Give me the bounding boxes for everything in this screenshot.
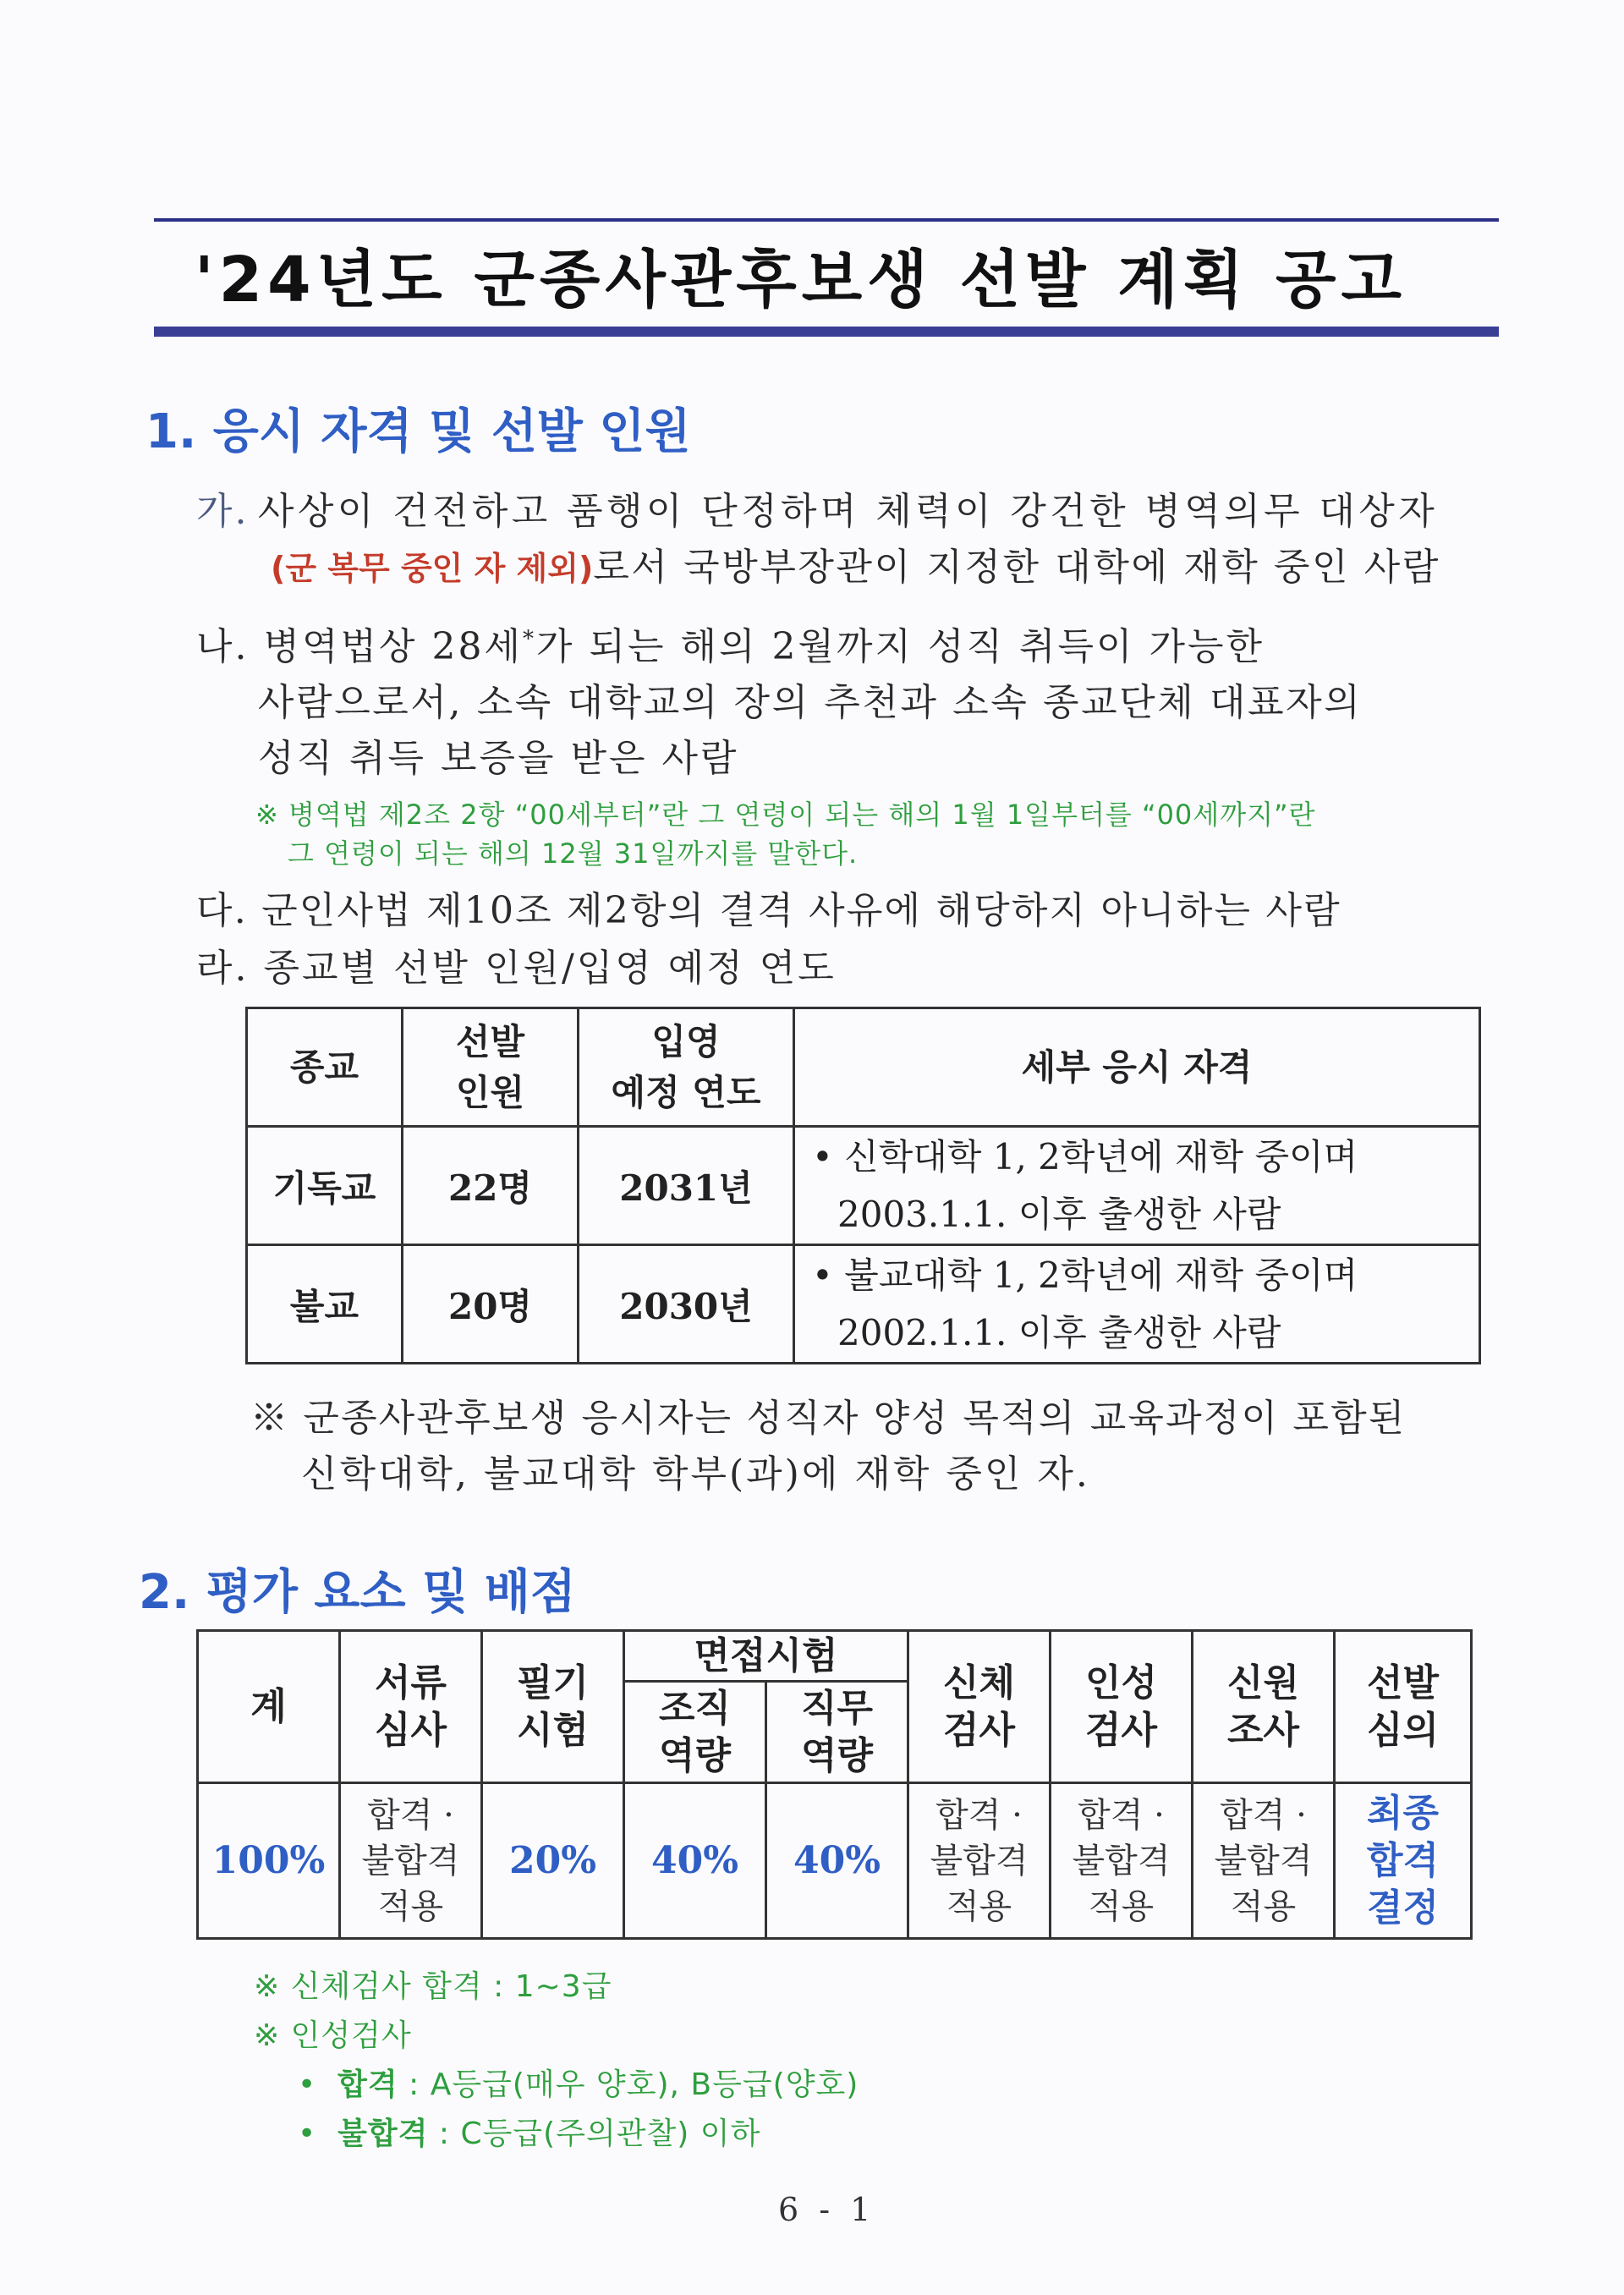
pf-1: 합격 ·	[1078, 1795, 1165, 1835]
religion-cell: 불교	[247, 1245, 403, 1364]
year-cell: 2030년	[579, 1245, 794, 1364]
item-ga-line2-text: 로서 국방부장관이 지정한 대학에 재학 중인 사람	[593, 546, 1440, 589]
pf-3: 적용	[377, 1886, 444, 1926]
selection-quota-table	[245, 1007, 1481, 1364]
col-org-competency	[624, 1682, 766, 1783]
col-selection	[1335, 1631, 1472, 1783]
fail-text: : C등급(주의관찰) 이하	[428, 2117, 761, 2151]
col-job-competency	[766, 1682, 908, 1783]
detail-line1: • 신학대학 1, 2학년에 재학 중이며	[812, 1135, 1358, 1178]
col-selection-2: 심의	[1367, 1708, 1440, 1752]
col-personality-2: 검사	[1085, 1708, 1158, 1752]
pf-1: 합격 ·	[1220, 1795, 1307, 1835]
religion-cell: 기독교	[247, 1127, 403, 1245]
col-job-1: 직무	[801, 1686, 874, 1730]
pf-2: 불합격	[1072, 1841, 1171, 1880]
detail-line2: 2002.1.1. 이후 출생한 사람	[837, 1311, 1281, 1353]
value-selection	[1335, 1783, 1472, 1939]
pass-label: 합격	[337, 2067, 398, 2102]
col-document-2: 심사	[374, 1708, 447, 1752]
pf-2: 불합격	[361, 1841, 460, 1880]
value-total: 100%	[198, 1783, 340, 1939]
value-org: 40%	[624, 1783, 766, 1939]
col-selection-1: 선발	[1367, 1661, 1440, 1705]
final-2: 합격	[1367, 1838, 1440, 1882]
value-document	[340, 1783, 482, 1939]
item-ga-marker: 가.	[196, 490, 250, 533]
value-background	[1193, 1783, 1335, 1939]
pass-text: : A등급(매우 양호), B등급(양호)	[398, 2067, 859, 2102]
value-job: 40%	[766, 1783, 908, 1939]
pf-3: 적용	[1230, 1886, 1297, 1926]
applicant-note-line1: ※ 군종사관후보생 응시자는 성직자 양성 목적의 교육과정이 포함된	[250, 1397, 1407, 1440]
page-title: '24년도 군종사관후보생 선발 계획 공고	[195, 244, 1407, 316]
item-na-line2: 사람으로서, 소속 대학교의 장의 추천과 소속 종교단체 대표자의	[258, 681, 1363, 724]
header-year-1: 입영	[651, 1020, 721, 1062]
col-background-2: 조사	[1227, 1708, 1300, 1752]
item-da: 다. 군인사법 제10조 제2항의 결격 사유에 해당하지 아니하는 사람	[196, 889, 1341, 932]
col-written-1: 필기	[516, 1661, 589, 1705]
final-1: 최종	[1367, 1791, 1440, 1835]
item-na-line1-b: 가 되는 해의 2월까지 성직 취득이 가능한	[535, 625, 1265, 668]
value-written: 20%	[482, 1783, 624, 1939]
header-count-1: 선발	[455, 1020, 525, 1062]
value-personality	[1051, 1783, 1193, 1939]
col-total: 계	[198, 1631, 340, 1783]
header-count-2: 인원	[455, 1071, 525, 1113]
col-written-2: 시험	[516, 1708, 589, 1752]
age-note-line1: ※ 병역법 제2조 2항 “00세부터”란 그 연령이 되는 해의 1월 1일부터를 “00세까지”란	[255, 799, 1316, 831]
pf-1: 합격 ·	[367, 1795, 454, 1835]
detail-line1: • 불교대학 1, 2학년에 재학 중이며	[812, 1254, 1358, 1296]
col-document-1: 서류	[374, 1661, 447, 1705]
item-ga-line2	[271, 536, 1440, 590]
header-religion: 종교	[247, 1008, 403, 1127]
header-year-2: 예정 연도	[611, 1071, 761, 1113]
pf-3: 적용	[946, 1886, 1012, 1926]
col-background	[1193, 1631, 1335, 1783]
col-physical	[908, 1631, 1051, 1783]
col-personality-1: 인성	[1085, 1661, 1158, 1705]
header-year	[579, 1008, 794, 1127]
page-number: 6 - 1	[778, 2191, 876, 2228]
section2-heading: 2. 평가 요소 및 배점	[139, 1565, 576, 1620]
personality-note: ※ 인성검사	[254, 2018, 412, 2053]
col-physical-2: 검사	[943, 1708, 1016, 1752]
detail-cell	[794, 1127, 1480, 1245]
age-note-line2: 그 연령이 되는 해의 12월 31일까지를 말한다.	[288, 837, 859, 870]
detail-cell	[794, 1245, 1480, 1364]
applicant-note-line2: 신학대학, 불교대학 학부(과)에 재학 중인 자.	[301, 1452, 1090, 1496]
value-physical	[908, 1783, 1051, 1939]
count-cell: 22명	[403, 1127, 579, 1245]
count-cell: 20명	[403, 1245, 579, 1364]
col-document	[340, 1631, 482, 1783]
item-na-line1	[196, 616, 1265, 670]
item-na-line3: 성직 취득 보증을 받은 사람	[258, 737, 739, 780]
table-row	[247, 1245, 1480, 1364]
col-org-2: 역량	[658, 1733, 731, 1777]
final-3: 결정	[1367, 1886, 1440, 1930]
title-bottom-rule	[154, 327, 1499, 337]
table-row	[198, 1783, 1472, 1939]
item-ga-line1: 사상이 건전하고 품행이 단정하며 체력이 강건한 병역의무 대상자	[258, 490, 1439, 533]
col-job-2: 역량	[801, 1733, 874, 1777]
footnote-star: *	[522, 626, 536, 652]
pf-2: 불합격	[1214, 1841, 1313, 1880]
col-personality	[1051, 1631, 1193, 1783]
col-interview: 면접시험	[624, 1631, 908, 1682]
item-na-line1-a: 나. 병역법상 28세	[196, 625, 523, 668]
header-detail: 세부 응시 자격	[794, 1008, 1480, 1127]
col-org-1: 조직	[658, 1686, 731, 1730]
col-physical-1: 신체	[943, 1661, 1016, 1705]
evaluation-table	[196, 1629, 1473, 1940]
fail-label: 불합격	[337, 2117, 429, 2151]
pf-1: 합격 ·	[935, 1795, 1023, 1835]
year-cell: 2031년	[579, 1127, 794, 1245]
section1-heading: 1. 응시 자격 및 선발 인원	[145, 404, 691, 459]
exclusion-note: (군 복무 중인 자 제외)	[271, 550, 594, 587]
personality-fail	[298, 2110, 760, 2153]
pf-2: 불합격	[930, 1841, 1029, 1880]
title-top-rule	[154, 218, 1499, 222]
bullet: •	[298, 2117, 317, 2151]
col-written	[482, 1631, 624, 1783]
item-ra: 라. 종교별 선발 인원/입영 예정 연도	[196, 947, 837, 990]
col-background-1: 신원	[1227, 1661, 1300, 1705]
detail-line2: 2003.1.1. 이후 출생한 사람	[837, 1193, 1281, 1235]
bullet: •	[298, 2067, 317, 2102]
pf-3: 적용	[1088, 1886, 1155, 1926]
personality-pass	[298, 2061, 859, 2104]
table-row	[247, 1127, 1480, 1245]
physical-note: ※ 신체검사 합격 : 1~3급	[254, 1969, 612, 2004]
header-count	[403, 1008, 579, 1127]
